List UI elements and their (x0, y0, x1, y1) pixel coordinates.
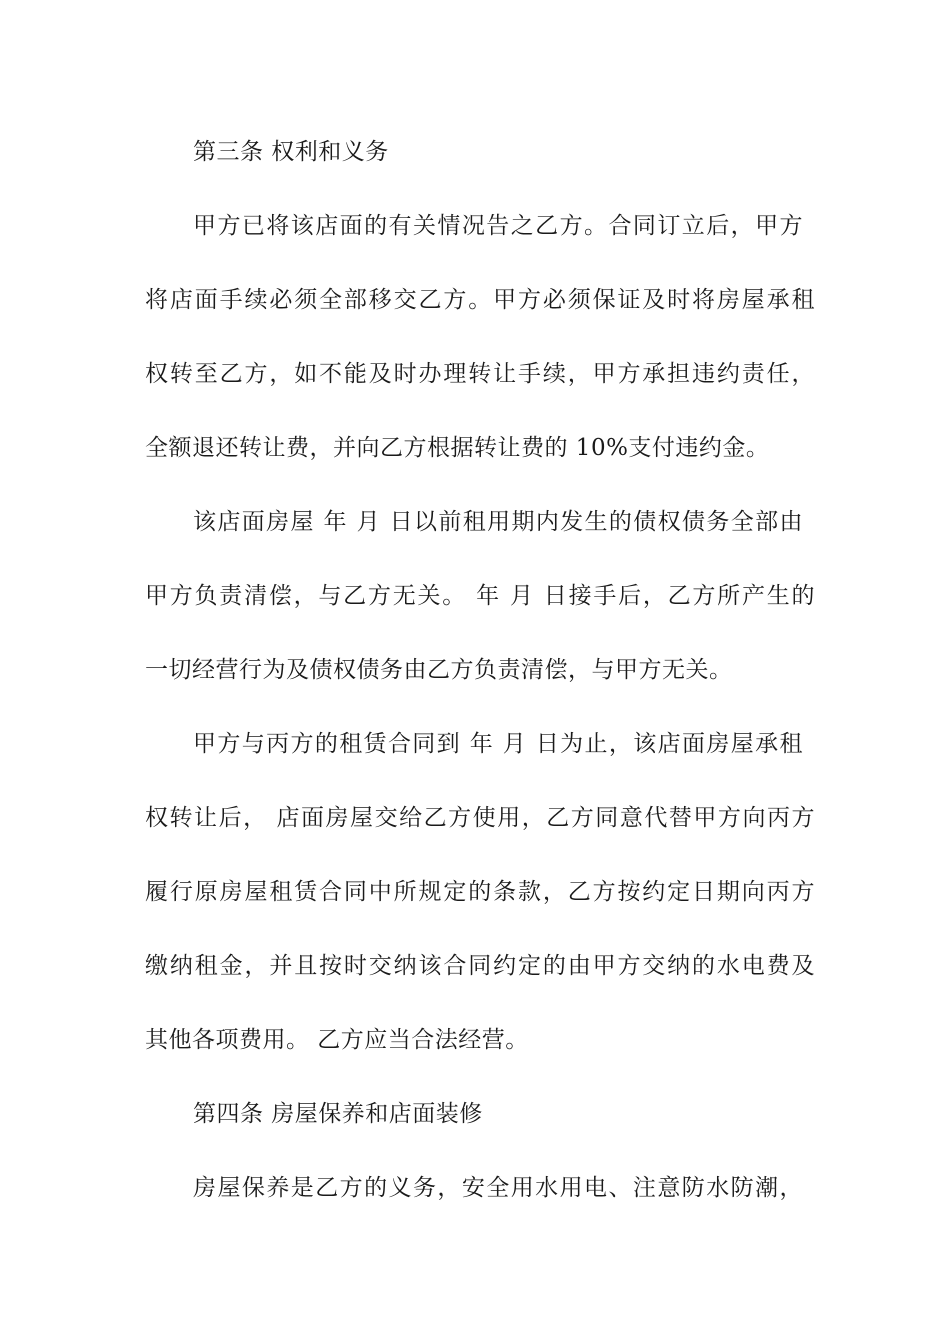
section-heading-article-4: 第四条 房屋保养和店面装修 (193, 1101, 483, 1127)
paragraph-line: 甲方已将该店面的有关情况告之乙方。合同订立后，甲方 (193, 213, 803, 239)
paragraph-line: 甲方与丙方的租赁合同到 年 月 日为止，该店面房屋承租 (193, 731, 803, 757)
paragraph-line: 权转让后， 店面房屋交给乙方使用，乙方同意代替甲方向丙方 (145, 805, 815, 831)
paragraph-line: 该店面房屋 年 月 日以前租用期内发生的债权债务全部由 (193, 509, 803, 535)
paragraph-line: 全额退还转让费，并向乙方根据转让费的 10%支付违约金。 (145, 435, 770, 461)
paragraph-line: 缴纳租金，并且按时交纳该合同约定的由甲方交纳的水电费及 (145, 953, 815, 979)
paragraph-line: 履行原房屋租赁合同中所规定的条款，乙方按约定日期向丙方 (145, 879, 815, 905)
section-heading-article-3: 第三条 权利和义务 (193, 139, 389, 165)
paragraph-line: 权转至乙方，如不能及时办理转让手续，甲方承担违约责任， (145, 361, 815, 387)
paragraph-line: 房屋保养是乙方的义务，安全用水用电、注意防水防潮， (193, 1175, 803, 1201)
paragraph-line: 一切经营行为及债权债务由乙方负责清偿，与甲方无关。 (145, 657, 733, 683)
paragraph-line: 甲方负责清偿，与乙方无关。 年 月 日接手后，乙方所产生的 (145, 583, 815, 609)
paragraph-line: 将店面手续必须全部移交乙方。甲方必须保证及时将房屋承租 (145, 287, 815, 313)
paragraph-line: 其他各项费用。 乙方应当合法经营。 (145, 1027, 529, 1053)
